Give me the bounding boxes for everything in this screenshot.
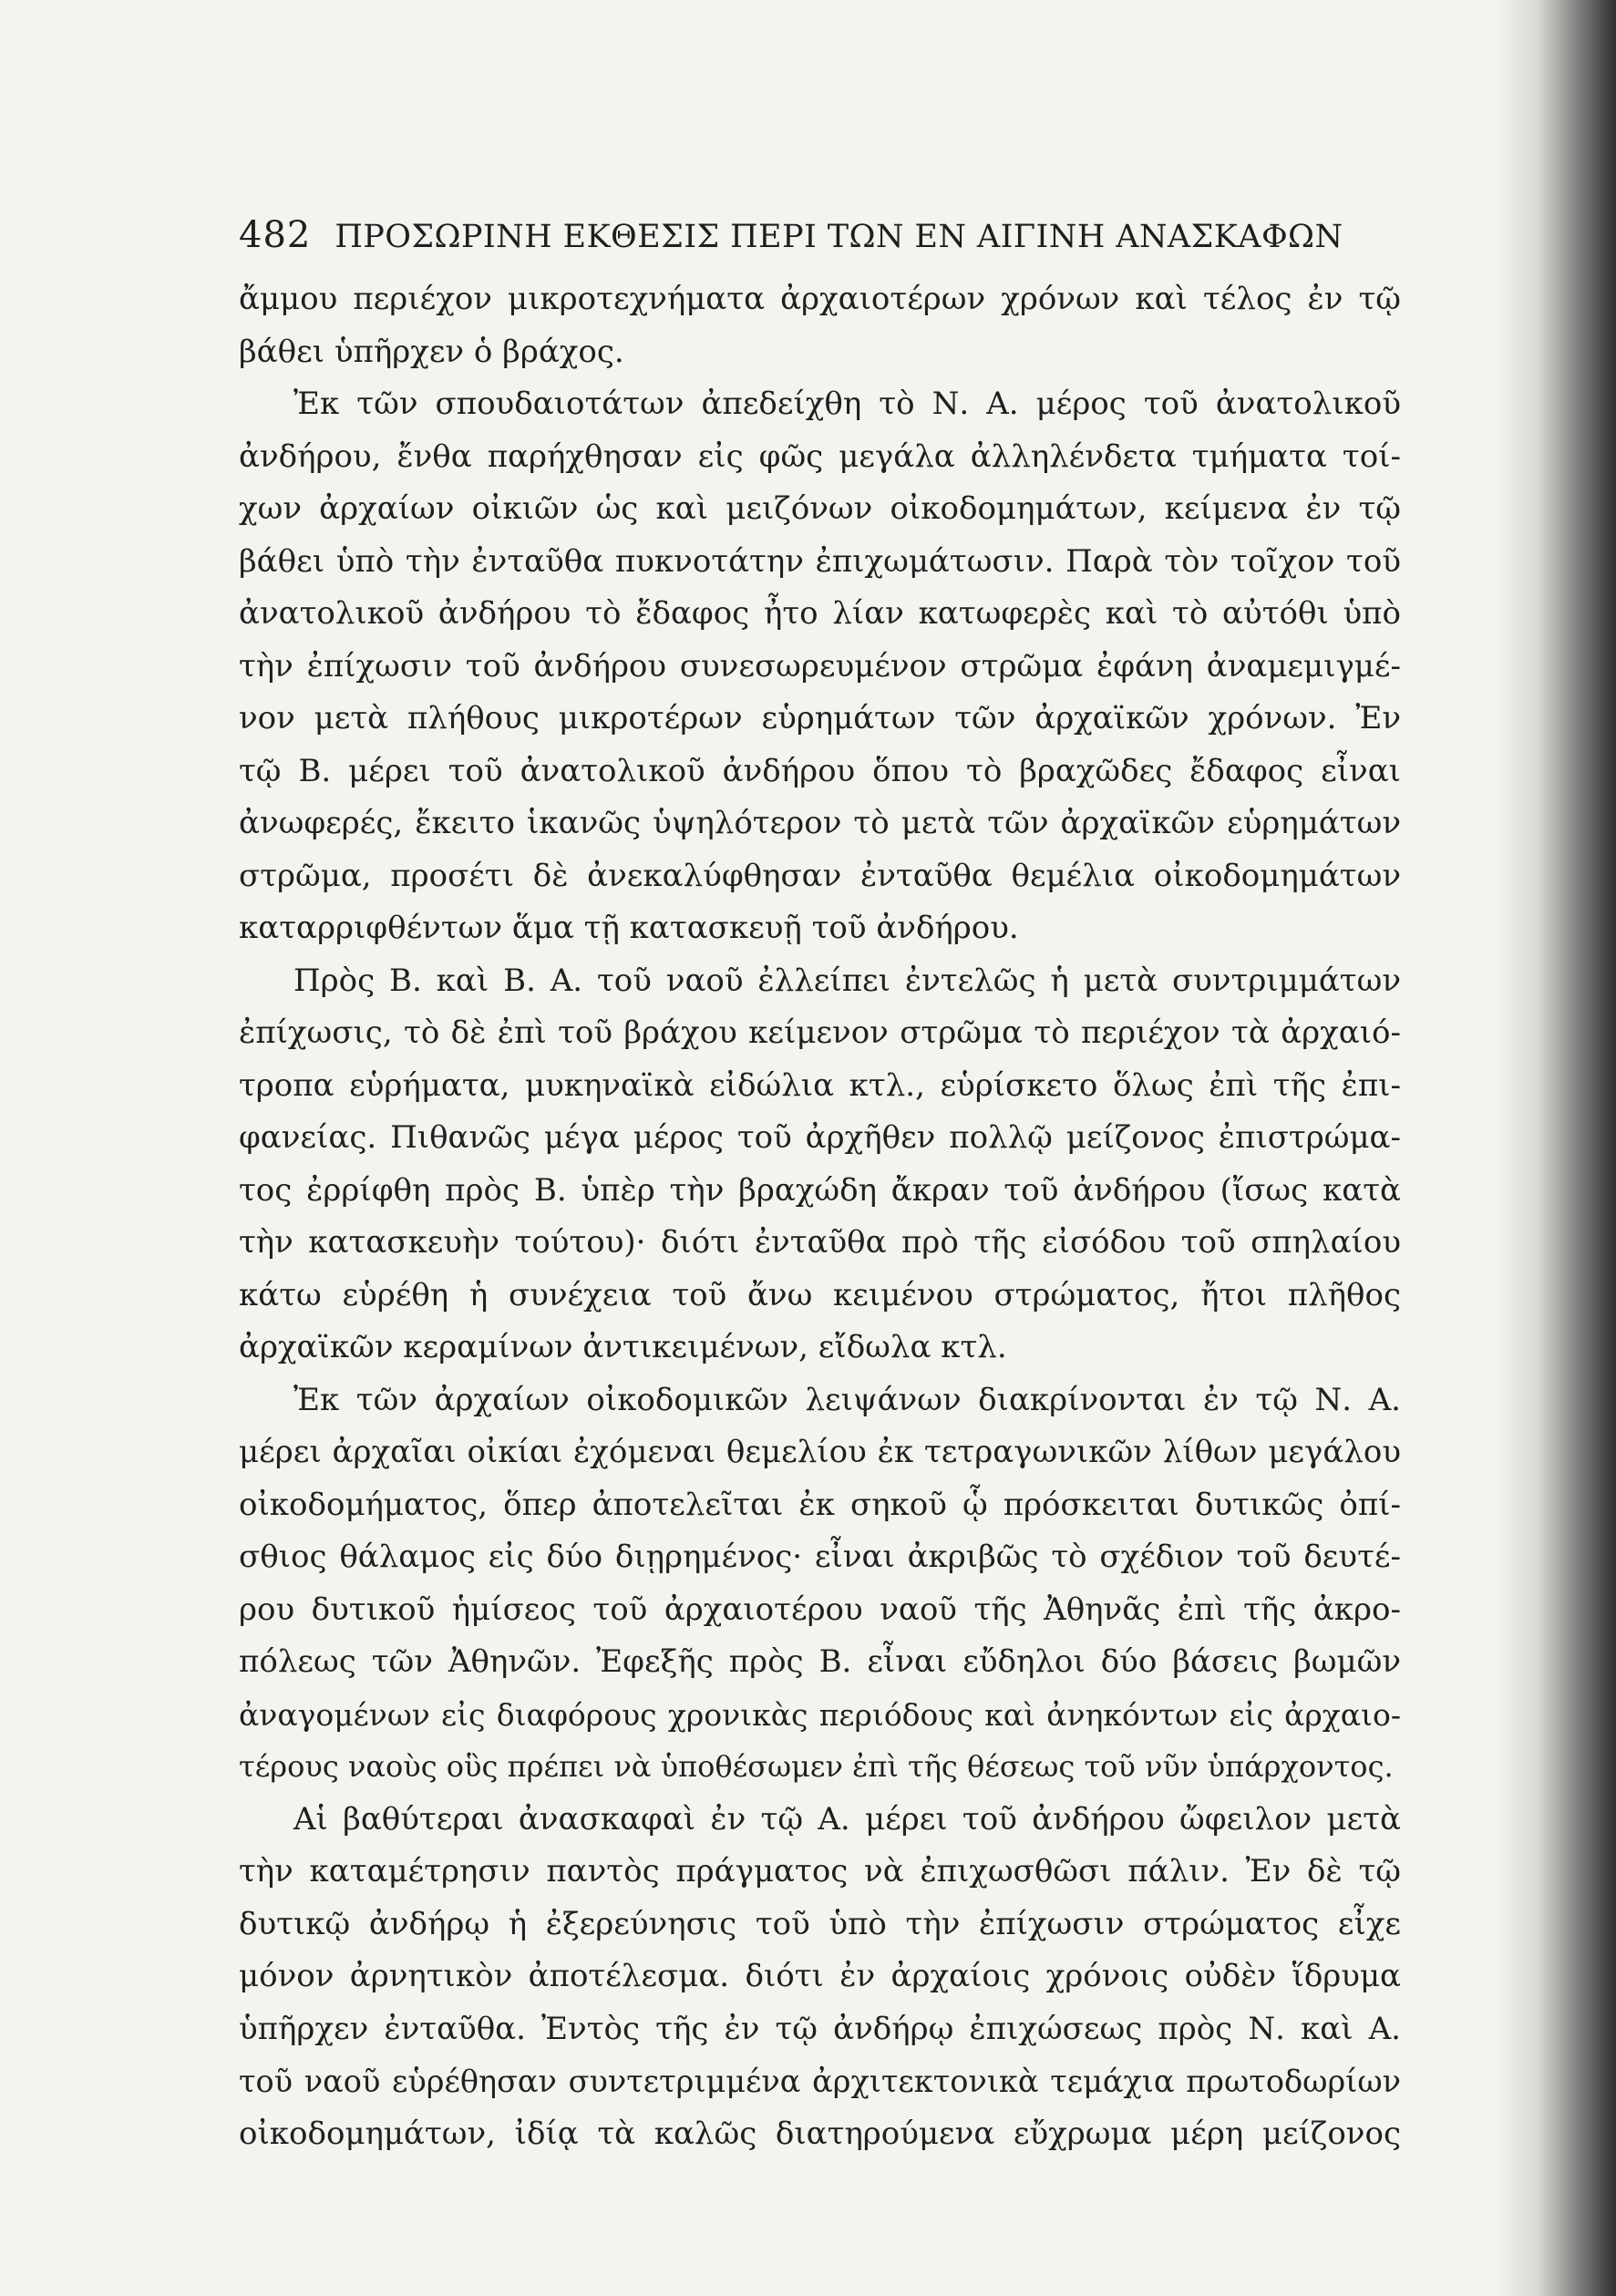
text-line: οἰκοδομημάτων, ἰδίᾳ τὰ καλῶς διατηρούμενα εὔχρωμα μέρη μείζονος [239, 2115, 1401, 2152]
text-line: Ἐκ τῶν σπουδαιοτάτων ἀπεδείχθη τὸ Ν. Α. μέρος τοῦ ἀνατολικοῦ [293, 386, 1401, 422]
page-number: 482 [239, 214, 312, 256]
text-line: ἀναγομένων εἰς διαφόρους χρονικὰς περιόδους καὶ ἀνηκόντων εἰς ἀρχαιο- [239, 1696, 1401, 1733]
text-line: βάθει ὑπὸ τὴν ἐνταῦθα πυκνοτάτην ἐπιχωμάτωσιν. Παρὰ τὸν τοῖχον τοῦ [239, 542, 1401, 580]
text-line: νον μετὰ πλήθους μικροτέρων εὑρημάτων τῶν ἀρχαϊκῶν χρόνων. Ἐν [239, 700, 1401, 736]
text-line: τέρους ναοὺς οὓς πρέπει νὰ ὑποθέσωμεν ἐπὶ τῆς θέσεως τοῦ νῦν ὑπάρχοντος. [239, 1749, 1394, 1784]
text-line: οἰκοδομήματος, ὅπερ ἀποτελεῖται ἐκ σηκοῦ ᾧ πρόσκειται δυτικῶς ὀπί- [239, 1486, 1401, 1523]
text-line: στρῶμα, προσέτι δὲ ἀνεκαλύφθησαν ἐνταῦθα θεμέλια οἰκοδομημάτων [239, 857, 1401, 894]
text-line: δυτικῷ ἀνδήρῳ ἡ ἐξερεύνησις τοῦ ὑπὸ τὴν ἐπίχωσιν στρώματος εἶχε [239, 1905, 1401, 1942]
text-line: ἀνατολικοῦ ἀνδήρου τὸ ἔδαφος ἦτο λίαν κατωφερὲς καὶ τὸ αὐτόθι ὑπὸ [239, 595, 1401, 632]
text-line: τὴν ἐπίχωσιν τοῦ ἀνδήρου συνεσωρευμένον στρῶμα ἐφάνη ἀναμεμιγμέ- [239, 647, 1401, 685]
text-line: τοῦ ναοῦ εὑρέθησαν συντετριμμένα ἀρχιτεκτονικὰ τεμάχια πρωτοδωρίων [239, 2064, 1401, 2099]
binding-gutter-shadow [1495, 0, 1616, 2296]
text-line: τος ἐρρίφθη πρὸς Β. ὑπὲρ τὴν βραχώδη ἄκραν τοῦ ἀνδήρου (ἴσως κατὰ [239, 1171, 1401, 1209]
text-line: ἐπίχωσις, τὸ δὲ ἐπὶ τοῦ βράχου κείμενον στρῶμα τὸ περιέχον τὰ ἀρχαιό- [239, 1014, 1401, 1051]
text-line: ἀρχαϊκῶν κεραμίνων ἀντικειμένων, εἴδωλα κτλ. [239, 1329, 1007, 1365]
text-line: ἄμμου περιέχον μικροτεχνήματα ἀρχαιοτέρων χρόνων καὶ τέλος ἐν τῷ [239, 281, 1401, 317]
text-line: Αἱ βαθύτεραι ἀνασκαφαὶ ἐν τῷ Α. μέρει τοῦ ἀνδήρου ὤφειλον μετὰ [293, 1800, 1401, 1838]
text-line: τὴν καταμέτρησιν παντὸς πράγματος νὰ ἐπιχωσθῶσι πάλιν. Ἐν δὲ τῷ [239, 1853, 1401, 1889]
text-line: τὴν κατασκευὴν τούτου)· διότι ἐνταῦθα πρὸ τῆς εἰσόδου τοῦ σπηλαίου [239, 1224, 1401, 1261]
text-line: μόνον ἀρνητικὸν ἀποτέλεσμα. διότι ἐν ἀρχαίοις χρόνοις οὐδὲν ἵδρυμα [239, 1958, 1401, 1994]
text-line: καταρριφθέντων ἅμα τῇ κατασκευῇ τοῦ ἀνδήρου. [239, 910, 1019, 946]
text-line: τῷ Β. μέρει τοῦ ἀνατολικοῦ ἀνδήρου ὅπου τὸ βραχῶδες ἔδαφος εἶναι [239, 752, 1401, 789]
text-line: πόλεως τῶν Ἀθηνῶν. Ἐφεξῆς πρὸς Β. εἶναι εὔδηλοι δύο βάσεις βωμῶν [239, 1643, 1401, 1680]
text-line: ρου δυτικοῦ ἡμίσεος τοῦ ἀρχαιοτέρου ναοῦ τῆς Ἀθηνᾶς ἐπὶ τῆς ἀκρο- [239, 1591, 1401, 1628]
text-line: σθιος θάλαμος εἰς δύο διῃρημένος· εἶναι ἀκριβῶς τὸ σχέδιον τοῦ δευτέ- [239, 1539, 1401, 1575]
text-line: μέρει ἀρχαῖαι οἰκίαι ἐχόμεναι θεμελίου ἐκ τετραγωνικῶν λίθων μεγάλου [239, 1434, 1401, 1470]
running-title: ΠΡΟΣΩΡΙΝΗ ΕΚΘΕΣΙΣ ΠΕΡΙ ΤΩΝ ΕΝ ΑΙΓΙΝΗ ΑΝΑΣΚΑΦΩΝ [335, 219, 1343, 255]
text-line: Πρὸς Β. καὶ Β. Α. τοῦ ναοῦ ἐλλείπει ἐντελῶς ἡ μετὰ συντριμμάτων [293, 962, 1401, 999]
text-line: χων ἀρχαίων οἰκιῶν ὡς καὶ μειζόνων οἰκοδομημάτων, κείμενα ἐν τῷ [239, 490, 1401, 527]
text-line: κάτω εὑρέθη ἡ συνέχεια τοῦ ἄνω κειμένου στρώματος, ἤτοι πλῆθος [239, 1276, 1401, 1313]
text-line: φανείας. Πιθανῶς μέγα μέρος τοῦ ἀρχῆθεν πολλῷ μείζονος ἐπιστρώμα- [239, 1119, 1401, 1156]
running-head [239, 214, 1424, 256]
text-line: ἀνωφερές, ἔκειτο ἱκανῶς ὑψηλότερον τὸ μετὰ τῶν ἀρχαϊκῶν εὑρημάτων [239, 805, 1401, 841]
text-line: Ἐκ τῶν ἀρχαίων οἰκοδομικῶν λειψάνων διακρίνονται ἐν τῷ Ν. Α. [293, 1381, 1401, 1418]
text-line: βάθει ὑπῆρχεν ὁ βράχος. [239, 333, 624, 370]
text-line: ὑπῆρχεν ἐνταῦθα. Ἐντὸς τῆς ἐν τῷ ἀνδήρῳ ἐπιχώσεως πρὸς Ν. καὶ Α. [239, 2010, 1401, 2047]
body-text [239, 273, 1401, 2160]
text-line: ἀνδήρου, ἔνθα παρήχθησαν εἰς φῶς μεγάλα ἀλληλένδετα τμήματα τοί- [239, 438, 1401, 475]
text-line: τροπα εὑρήματα, μυκηναϊκὰ εἰδώλια κτλ., εὑρίσκετο ὅλως ἐπὶ τῆς ἐπι- [239, 1066, 1401, 1104]
